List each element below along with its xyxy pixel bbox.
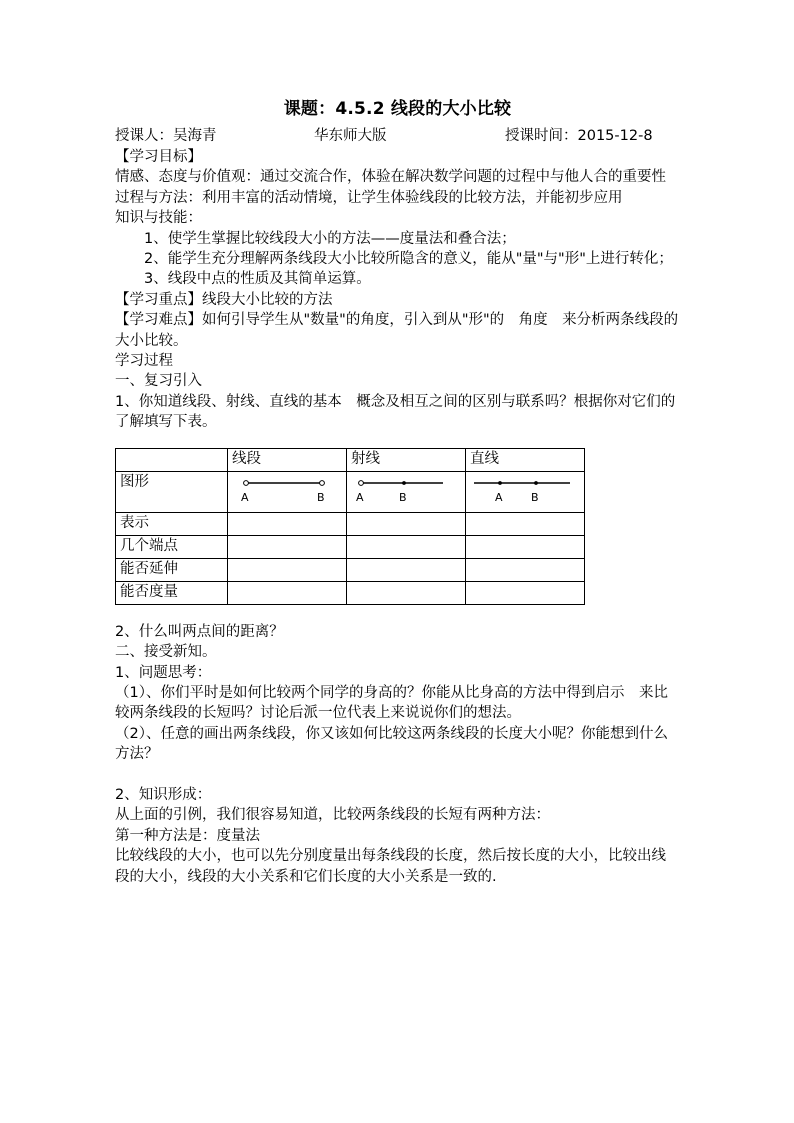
table-row-measurable [116, 581, 585, 604]
knowledge-forming-heading: 2、知识形成： [115, 786, 212, 803]
table-row-endpoints [116, 535, 585, 558]
table-header-segment: 线段 [228, 448, 347, 471]
table-row-figure [116, 471, 585, 512]
table-header-ray: 射线 [347, 448, 466, 471]
question-2: （2）、任意的画出两条线段，你又该如何比较这两条线段的长度大小呢？你能想到什么方法？ [115, 725, 668, 763]
line-point-labels [466, 491, 584, 507]
concept-comparison-table [115, 448, 585, 605]
objective-process: 过程与方法：利用丰富的活动情境，让学生体验线段的比较方法，并能初步应用 [115, 189, 623, 206]
segment-label-a: A [241, 490, 249, 504]
objective-knowledge-item-3: 3、线段中点的性质及其简单运算。 [115, 271, 371, 288]
ray-point-labels [347, 491, 465, 507]
line-label-a: A [495, 490, 503, 504]
review-heading: 一、复习引入 [115, 373, 202, 390]
objective-knowledge-heading: 知识与技能： [115, 210, 202, 227]
cell-measurable-ray[interactable] [347, 581, 466, 604]
objectives-heading: 【学习目标】 [115, 149, 202, 165]
ray-label-a: A [356, 490, 364, 504]
textbook-edition: 华东师大版 [314, 128, 387, 144]
document-content [115, 96, 680, 887]
question-thinking-heading: 1、问题思考： [115, 664, 212, 681]
objective-attitude: 情感、态度与价值观：通过交流合作，体验在解决数学问题的过程中与他人合的重要性 [115, 169, 666, 186]
table-header-row [116, 448, 585, 471]
ray-diagram [347, 474, 465, 510]
row-label-measurable: 能否度量 [116, 581, 228, 604]
cell-representation-segment[interactable] [228, 512, 347, 535]
question-1: （1）、你们平时是如何比较两个同学的身高的？你能从比身高的方法中得到启示 来比较两条线段的长短吗？讨论后派一位代表上来说说你们的想法。 [115, 684, 668, 722]
spacer-before-table [115, 433, 680, 448]
table-row-representation [116, 512, 585, 535]
cell-measurable-segment[interactable] [228, 581, 347, 604]
objective-knowledge-item-1: 1、使学生掌握比较线段大小的方法——度量法和叠合法； [115, 230, 516, 247]
figure-cell-line [466, 471, 585, 512]
figure-cell-segment [228, 471, 347, 512]
cell-representation-line[interactable] [466, 512, 585, 535]
teacher-name: 授课人：吴海青 [115, 128, 217, 144]
cell-representation-ray[interactable] [347, 512, 466, 535]
cell-measurable-line[interactable] [466, 581, 585, 604]
spacer-before-knowledge-forming [115, 765, 680, 785]
row-label-figure: 图形 [116, 471, 228, 512]
spacer-after-table [115, 605, 680, 622]
row-label-representation: 表示 [116, 512, 228, 535]
figure-cell-ray [347, 471, 466, 512]
cell-endpoints-line[interactable] [466, 535, 585, 558]
document-meta-row [115, 126, 680, 146]
difficult-point: 【学习难点】如何引导学生从"数量"的角度，引入到从"形"的 角度 来分析两条线段的大小比较。 [115, 312, 679, 349]
knowledge-forming-intro: 从上面的引例，我们很容易知道，比较两条线段的长短有两种方法： [115, 807, 550, 824]
segment-diagram [228, 474, 346, 510]
table-header-line: 直线 [466, 448, 585, 471]
cell-endpoints-segment[interactable] [228, 535, 347, 558]
row-label-extendable: 能否延伸 [116, 558, 228, 581]
new-knowledge-heading: 二、接受新知。 [115, 644, 217, 661]
method-one: 第一种方法是：度量法 [115, 827, 260, 844]
process-heading: 学习过程 [115, 353, 173, 370]
cell-endpoints-ray[interactable] [347, 535, 466, 558]
line-label-b: B [531, 490, 539, 504]
ray-label-b: B [399, 490, 407, 504]
segment-label-b: B [317, 490, 325, 504]
review-question-2: 2、什么叫两点间的距离？ [115, 623, 284, 640]
line-diagram [466, 474, 584, 510]
page-title: 课题：4.5.2 线段的大小比较 [283, 99, 512, 119]
cell-extendable-ray[interactable] [347, 558, 466, 581]
lesson-date: 授课时间：2015-12-8 [505, 128, 653, 144]
table-row-extendable [116, 558, 585, 581]
cell-extendable-line[interactable] [466, 558, 585, 581]
row-label-endpoints: 几个端点 [116, 535, 228, 558]
segment-point-labels [228, 491, 346, 507]
method-one-detail: 比较线段的大小，也可以先分别度量出每条线段的长度，然后按长度的大小，比较出线段的大小，线段的大小关系和它们长度的大小关系是一致的. [115, 848, 666, 885]
table-header-blank [116, 448, 228, 471]
cell-extendable-segment[interactable] [228, 558, 347, 581]
key-point: 【学习重点】线段大小比较的方法 [115, 291, 333, 308]
review-question-1: 1、你知道线段、射线、直线的基本 概念及相互之间的区别与联系吗？根据你对它们的了解填写下表。 [115, 393, 676, 431]
objective-knowledge-item-2: 2、能学生充分理解两条线段大小比较所隐含的意义，能从"量"与"形"上进行转化； [115, 251, 673, 268]
